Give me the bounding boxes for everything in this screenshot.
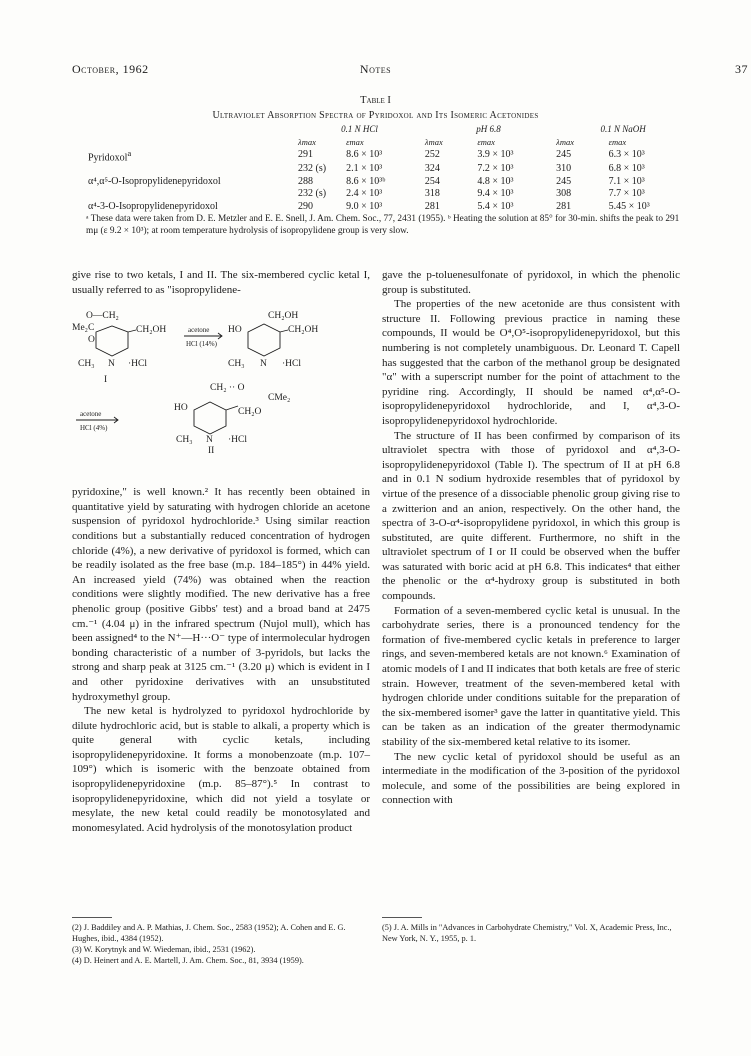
svg-text:N: N	[260, 359, 267, 369]
table-row	[86, 188, 692, 201]
condition-hcl: 0.1 N HCl	[341, 124, 378, 134]
subhead-lambda: λmax	[298, 136, 316, 147]
reference: (5) J. A. Mills in "Advances in Carbohydrate Chemistry," Vol. X, Academic Press, Inc., New York, N. Y., 1955, p. 1.	[382, 923, 672, 943]
svg-text:·HCl: ·HCl	[282, 359, 301, 369]
references-left	[72, 922, 370, 966]
condition-2: HCl (4%)	[80, 424, 108, 432]
compound-label-II: II	[208, 446, 215, 454]
footnote-mark: a	[127, 149, 132, 158]
table-cell: 3.9 × 10³	[477, 149, 514, 160]
reference: (3) W. Korytnyk and W. Wiedeman, ibid., 2531 (1962).	[72, 945, 256, 954]
uv-spectra-table	[86, 124, 692, 213]
reagent-2: acetone	[80, 410, 102, 418]
table-cell: 8.6 × 10³ᵇ	[346, 175, 386, 187]
svg-text:Me₂C: Me₂C	[72, 323, 95, 333]
table-cell: 281	[424, 200, 440, 212]
paragraph: The new cyclic ketal of pyridoxol should be useful as an intermediate in the modification of the 3-position of the pyridoxol molecule, and some of the possibilities are being explored in connection with	[382, 750, 680, 807]
compound-name: α⁴-3-O-Isopropylidenepyridoxol	[88, 200, 218, 212]
table-cell: 9.4 × 10³	[477, 188, 514, 200]
pyridoxol-hcl-structure	[228, 311, 318, 369]
paragraph: The new ketal is hydrolyzed to pyridoxol hydrochloride by dilute hydrochloric acid, but is stable to alkali, a property which is quite general with cyclic ketals, including isopropylidenepyridoxine. It forms a monobenzoate (m.p. 107–109°) which is isomeric with the benzoate obtained from isopropylidenepyridoxine (m.p. 85–87°).⁵ In contrast to isopropylidenepyridoxine, which did not yield a tosylate or mesylate, the new ketal could readily be monotosylated and monomesylated. Acid hydrolysis of the monotosylation product	[72, 705, 370, 834]
svg-text:CH₂ ·· O: CH₂ ·· O	[210, 383, 245, 393]
table-cell: 2.1 × 10³	[346, 163, 383, 175]
table-cell: 245	[556, 175, 572, 187]
table-number: Table I	[360, 95, 391, 106]
table-cell: 318	[424, 188, 440, 200]
svg-text:CH₂OH: CH₂OH	[136, 325, 167, 335]
svg-text:N: N	[108, 359, 115, 369]
table-row	[86, 163, 692, 176]
table-cell: 2.4 × 10³	[346, 188, 383, 200]
subhead-epsilon: εmax	[346, 136, 364, 147]
condition-naoh: 0.1 N NaOH	[600, 124, 646, 134]
subhead-epsilon: εmax	[477, 136, 495, 147]
table-cell: 232 (s)	[298, 188, 327, 200]
table-cell: 5.4 × 10³	[477, 200, 514, 212]
reference: (4) D. Heinert and A. E. Martell, J. Am. Chem. Soc., 81, 3934 (1959).	[72, 956, 304, 965]
right-column	[382, 268, 680, 808]
svg-text:HO: HO	[174, 403, 188, 413]
table-subheader-row	[86, 137, 692, 150]
paragraph: give rise to two ketals, I and II. The six-membered cyclic ketal I, usually referred to as "isopropylidene-	[72, 269, 370, 296]
table-row	[86, 176, 692, 189]
svg-text:CH₂O: CH₂O	[238, 407, 262, 417]
paragraph: Formation of a seven-membered cyclic ketal is unusual. In the carbohydrate series, there is a pronounced tendency for the formation of five-membered cyclic ketals in preference to larger rings, and seven-membered ketals are not known.⁶ Examination of atomic models of I and II indicates that both ketals are free of steric strain. However, treatment of the seven-membered ketal with hydrogen chloride under conditions suitable for the preparation of the six-membered isomer³ gave the latter in quantitative yield. This can be taken as an indication of the greater thermodynamic stability of the six-membered ketal relative to its isomer.	[382, 604, 680, 748]
reagent-1: acetone	[188, 326, 210, 334]
svg-text:CH₃: CH₃	[176, 435, 193, 445]
table-cell: 7.2 × 10³	[477, 163, 514, 175]
table-cell: 245	[556, 149, 572, 160]
paragraph: The properties of the new acetonide are thus consistent with structure II. Following previous practice in naming these compounds, II would be O⁴,O⁵-isopropylidenepyridoxol, but this numbering is not completely unambiguous. Dr. Leonard T. Capell has suggested that the carbon of the methanol group be designated "α" with a superscript number for the point of attachment to the pyridine ring. Accordingly, II should be named α⁴,α⁵-O-isopropylidenepyridoxol hydrochloride, and I, α⁴,3-O-isopropylidenepyridoxol hydrochloride.	[382, 298, 680, 427]
table-cell: 7.7 × 10³	[608, 188, 645, 200]
table-cell: 252	[424, 149, 440, 160]
paragraph: The structure of II has been confirmed by comparison of its ultraviolet spectra with those of pyridoxol and α⁴,3-O-isopropylidenepyridoxol (Table I). The spectrum of II at pH 6.8 and in 0.1 N sodium hydroxide resembles that of pyridoxol by virtue of the presence of a dissociable phenolic group giving rise to a zwitterion and an anion, respectively. On the other hand, the spectra of 3-O-α⁴-isopropylidene pyridoxol, in which this group is substituted, are quite different. Furthermore, no shift in the ultraviolet spectrum of I or II could be observed when the buffer was saturated with boric acid at pH 6.8. This indicates⁴ that either the phenolic or the α⁴-hydroxy group is substituted in both compounds.	[382, 429, 680, 603]
table-cell: 290	[298, 200, 314, 212]
table-cell: 8.6 × 10³	[346, 149, 383, 160]
table-cell: 291	[298, 149, 314, 160]
svg-text:HO: HO	[228, 325, 242, 335]
table-cell: 9.0 × 10³	[346, 200, 383, 212]
reference: (2) J. Baddiley and A. P. Mathias, J. Chem. Soc., 2583 (1952); A. Cohen and E. G. Hughes, ibid., 4384 (1952).	[72, 923, 346, 943]
compound-label-I: I	[104, 375, 108, 385]
table-cell: 254	[424, 175, 440, 187]
table-cell: 308	[556, 188, 572, 200]
svg-text:CH₃: CH₃	[78, 359, 95, 369]
table-row	[86, 201, 692, 214]
references-right	[382, 922, 680, 944]
svg-text:·HCl: ·HCl	[128, 359, 147, 369]
table-cell: 232 (s)	[298, 163, 327, 175]
subhead-epsilon: εmax	[608, 136, 627, 147]
svg-text:CH₃: CH₃	[228, 359, 245, 369]
reaction-scheme	[72, 302, 370, 454]
table-cell: 281	[556, 200, 572, 212]
footnote-rule	[382, 917, 422, 918]
page-number: 37	[735, 62, 748, 76]
svg-text:CMe₂: CMe₂	[268, 393, 291, 403]
table-footnote: ᵃ These data were taken from D. E. Metzler and E. E. Snell, J. Am. Chem. Soc., 77, 2431 (1955). ᵇ Heating the solution at 85° for 30-min. shifts the peak to 291 mμ (ε 9.2 × 10³); at room temperature hydrolysis of isopropylidene group is very slow.	[86, 214, 680, 236]
table-condition-row	[86, 124, 692, 137]
subhead-lambda: λmax	[556, 136, 574, 147]
svg-text:CH₂OH: CH₂OH	[268, 311, 299, 321]
svg-text:CH₂OH: CH₂OH	[288, 325, 319, 335]
running-header-date: October, 1962	[72, 62, 149, 76]
table-cell: 324	[424, 163, 440, 175]
running-header-section: Notes	[359, 62, 392, 76]
reaction-arrow-1	[184, 326, 222, 348]
table-cell: 6.8 × 10³	[608, 163, 645, 175]
compound-name	[86, 163, 296, 176]
compound-name: α⁴,α⁵-O-Isopropylidenepyridoxol	[88, 175, 221, 187]
paragraph: gave the p-toluenesulfonate of pyridoxol, in which the phenolic group is substituted.	[382, 269, 680, 296]
reaction-arrow-2	[76, 410, 118, 432]
table-cell: 288	[298, 175, 314, 187]
compound-name	[86, 188, 296, 201]
table-cell: 4.8 × 10³	[477, 175, 514, 187]
ketal-I-structure	[72, 311, 166, 385]
footnote-rule	[72, 917, 112, 918]
paragraph: pyridoxine," is well known.² It has recently been obtained in quantitative yield by saturating with hydrogen chloride an acetone suspension of pyridoxol hydrochloride.³ Using similar reaction conditions but a substantially reduced concentration of hydrogen chloride (4%), a new derivative of pyridoxol is formed, which can be readily isolated as the free base (m.p. 184–185°) in 44% yield. An increased yield (74%) was obtained when the reaction conditions were slightly modified. The new derivative has a free phenolic group (positive Gibbs' test) and a broad band at 2475 cm.⁻¹ (4.04 μ) in the infrared spectrum (Nujol mull), which has been assigned⁴ to the N⁺—H···O⁻ type of intermolecular hydrogen bonding characteristic of a number of 3-pyridols, but lacks the strong and sharp peak at 3125 cm.⁻¹ (3.20 μ) which is evident in I and other pyridoxine derivatives with an unsubstituted hydroxymethyl group.	[72, 486, 370, 703]
table-caption: Ultraviolet Absorption Spectra of Pyridoxol and Its Isomeric Acetonides	[212, 110, 539, 121]
ketal-II-structure	[174, 383, 290, 454]
table-cell: 6.3 × 10³	[608, 149, 645, 160]
compound-name: Pyridoxol	[88, 152, 128, 164]
table-cell: 7.1 × 10³	[608, 175, 645, 187]
svg-text:O—CH₂: O—CH₂	[86, 311, 119, 321]
condition-ph: pH 6.8	[476, 124, 501, 134]
svg-text:O: O	[88, 335, 95, 345]
table-row	[86, 149, 692, 163]
subhead-lambda: λmax	[424, 136, 443, 147]
condition-1: HCl (14%)	[186, 340, 217, 348]
svg-text:·HCl: ·HCl	[228, 435, 247, 445]
svg-text:N: N	[206, 435, 213, 445]
table-cell: 310	[556, 163, 572, 175]
table-cell: 5.45 × 10³	[608, 200, 650, 212]
